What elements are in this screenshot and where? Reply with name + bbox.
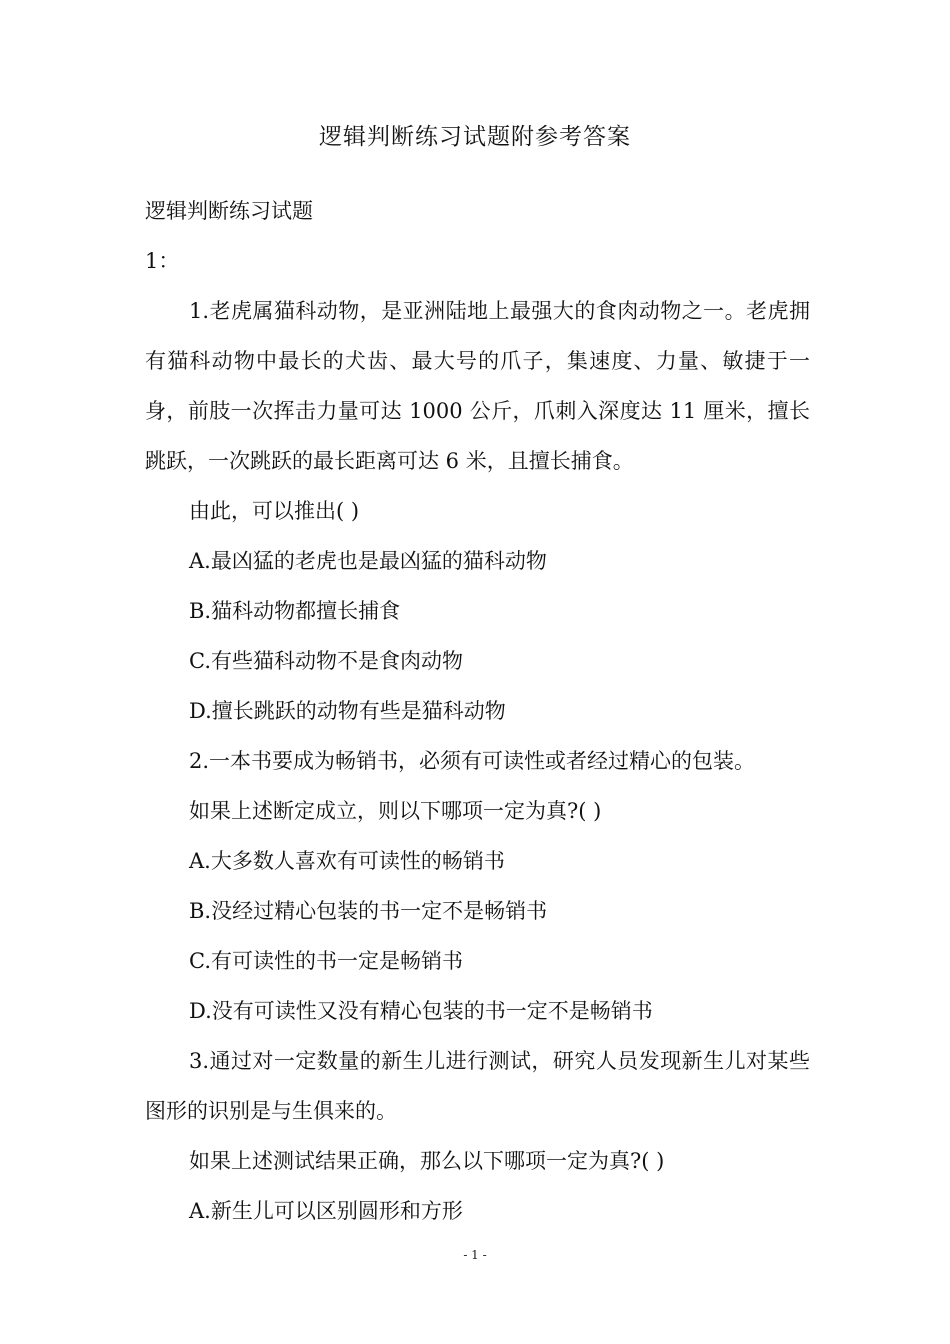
question-1-option-a: A.最凶猛的老虎也是最凶猛的猫科动物: [189, 549, 547, 573]
question-group-number: 1：: [145, 249, 180, 273]
question-2-text: 2.一本书要成为畅销书，必须有可读性或者经过精心的包装。: [189, 749, 756, 773]
question-2-option-c: C.有可读性的书一定是畅销书: [189, 949, 463, 973]
question-3-prompt: 如果上述测试结果正确，那么以下哪项一定为真?( ): [189, 1149, 665, 1173]
section-heading: 逻辑判断练习试题: [145, 199, 313, 223]
question-1-option-c: C.有些猫科动物不是食肉动物: [189, 649, 463, 673]
document-body: [145, 186, 810, 1236]
question-1-prompt: 由此，可以推出( ): [189, 499, 360, 523]
question-1-option-b: B.猫科动物都擅长捕食: [189, 599, 401, 623]
document-title: 逻辑判断练习试题附参考答案: [319, 124, 631, 150]
question-2-option-b: B.没经过精心包装的书一定不是畅销书: [189, 899, 548, 923]
question-3-option-a: A.新生儿可以区别圆形和方形: [189, 1199, 463, 1223]
question-3-text: 3.通过对一定数量的新生儿进行测试，研究人员发现新生儿对某些图形的识别是与生俱来的。: [145, 1049, 810, 1123]
question-2-prompt: 如果上述断定成立，则以下哪项一定为真?( ): [189, 799, 602, 823]
question-2-option-a: A.大多数人喜欢有可读性的畅销书: [189, 849, 505, 873]
question-2-option-d: D.没有可读性又没有精心包装的书一定不是畅销书: [189, 999, 653, 1023]
question-1-option-d: D.擅长跳跃的动物有些是猫科动物: [189, 699, 506, 723]
page-number: - 1 -: [463, 1248, 487, 1262]
question-1-text: 1.老虎属猫科动物，是亚洲陆地上最强大的食肉动物之一。老虎拥有猫科动物中最长的犬齿、最大号的爪子，集速度、力量、敏捷于一身，前肢一次挥击力量可达 1000 公斤，爪刺入深度达 11 厘米，擅长跳跃，一次跳跃的最长距离可达 6 米，且擅长捕食。: [145, 299, 810, 473]
